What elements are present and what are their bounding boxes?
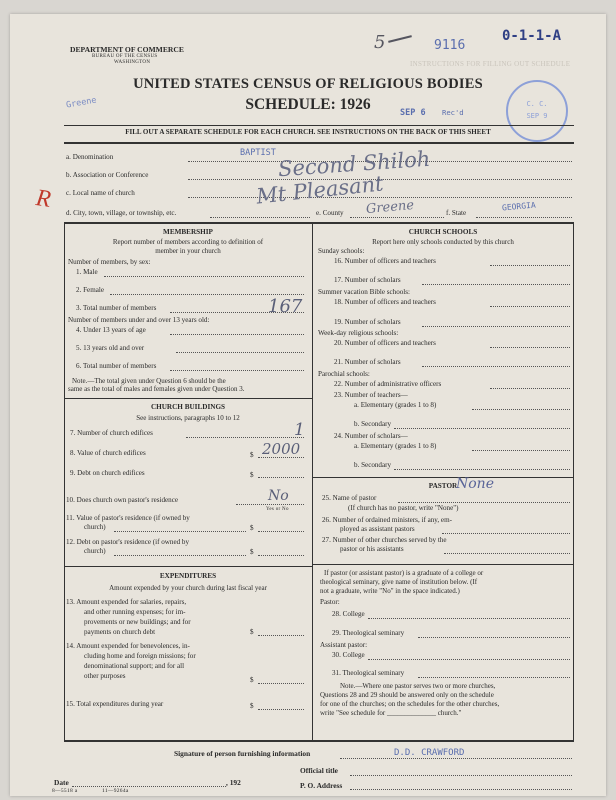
bleed-through-text: INSTRUCTIONS FOR FILLING OUT SCHEDULE	[410, 60, 571, 68]
q2-line	[110, 294, 304, 295]
q16-line	[490, 265, 570, 266]
q7-value: 1	[294, 420, 305, 440]
q27-label-2: pastor or his assistants	[340, 545, 404, 553]
handwritten-dash	[388, 35, 412, 43]
sunday-schools-label: Sunday schools:	[318, 247, 365, 255]
signature-value: D.D. CRAWFORD	[394, 748, 465, 758]
pastor-note-1: Note.—Where one pastor serves two or more churches,	[340, 682, 496, 690]
q6-line	[170, 370, 304, 371]
q26-line	[442, 533, 570, 534]
q11-dots	[114, 531, 246, 532]
q12-label-1: 12. Debt on pastor's residence (if owned by	[66, 538, 190, 546]
received-label-stamp: Rec'd	[442, 108, 464, 117]
pastor-note-2: Questions 28 and 29 should be answered only on the schedule	[320, 691, 494, 699]
association-value: Second Shiloh	[277, 146, 432, 182]
q19-label: 19. Number of scholars	[334, 318, 401, 326]
expenditures-title: EXPENDITURES	[159, 572, 217, 580]
q3-total-value: 167	[268, 296, 303, 317]
q7-line	[186, 437, 304, 438]
red-check-mark: R	[34, 185, 53, 213]
q14-dollar: $	[250, 676, 254, 684]
instruction-line: FILL OUT A SEPARATE SCHEDULE FOR EACH CHURCH. SEE INSTRUCTIONS ON THE BACK OF THIS SHEET	[125, 128, 491, 136]
pastor-title: PASTOR	[428, 482, 458, 490]
date-label: Date	[54, 778, 69, 787]
state-label: f. State	[446, 209, 467, 217]
weekday-schools-label: Week-day religious schools:	[318, 329, 399, 337]
official-title-label: Official title	[300, 766, 338, 775]
signature-label: Signature of person furnishing information	[174, 749, 311, 758]
pastor-sub-label: Pastor:	[320, 598, 340, 606]
instruction-rule	[64, 142, 574, 144]
census-schedule-sheet	[10, 14, 606, 796]
q29-label: 29. Theological seminary	[332, 629, 405, 637]
po-address-label: P. O. Address	[300, 781, 343, 790]
q8-label: 8. Value of church edifices	[70, 449, 146, 457]
q24b-label: b. Secondary	[354, 461, 392, 469]
main-frame-top	[64, 222, 574, 224]
main-frame-right	[573, 222, 574, 740]
q24b-line	[394, 469, 570, 470]
q14-label-2: cluding home and foreign missions; for	[84, 652, 196, 660]
column-divider	[312, 222, 313, 740]
city-label: WASHINGTON	[114, 60, 151, 65]
po-address-line	[350, 789, 572, 790]
form-code-1: 8—5518 a	[52, 788, 78, 794]
q5-line	[176, 352, 304, 353]
circle-stamp-bottom: SEP 9	[526, 112, 548, 120]
date-line	[72, 786, 226, 787]
q15-line	[258, 709, 304, 710]
pastor-none-value: None	[456, 476, 494, 492]
graduate-note-3: not a graduate, write "No" in the space indicated.)	[320, 587, 460, 595]
q4-line	[170, 334, 304, 335]
q23-label: 23. Number of teachers—	[334, 391, 408, 399]
buildings-title: CHURCH BUILDINGS	[150, 403, 226, 411]
q8-value: 2000	[262, 440, 301, 458]
serial-stamp: 9116	[434, 38, 466, 53]
q12-line	[258, 555, 304, 556]
q13-dollar: $	[250, 628, 254, 636]
membership-divider	[64, 398, 312, 399]
q20-line	[490, 347, 570, 348]
membership-note-1: Note.—The total given under Question 6 should be the	[72, 377, 226, 385]
q5-over13-label: 5. 13 years old and over	[76, 344, 145, 352]
q30-label: 30. College	[332, 651, 365, 659]
q31-line	[418, 677, 570, 678]
form-code-2: 11—9264a	[102, 788, 129, 794]
top-rule	[64, 125, 574, 126]
q22-line	[490, 388, 570, 389]
main-frame-bottom	[64, 740, 574, 742]
schools-title: CHURCH SCHOOLS	[408, 228, 478, 236]
county-stamp: Greene	[65, 95, 98, 111]
graduate-note-2: theological seminary, give name of institution below. (If	[320, 578, 478, 586]
q4-under13-label: 4. Under 13 years of age	[76, 326, 146, 334]
membership-title: MEMBERSHIP	[163, 228, 213, 236]
q25-line	[398, 502, 570, 503]
pastor-note-3: for one of the churches; on the schedules for the other churches,	[320, 700, 500, 708]
dept-label: DEPARTMENT OF COMMERCE	[70, 45, 184, 54]
q21-label: 21. Number of scholars	[334, 358, 401, 366]
id-code-stamp: 0-1-1-A	[502, 28, 562, 44]
q26-label-2: ployed as assistant pastors	[340, 525, 415, 533]
vacation-schools-label: Summer vacation Bible schools:	[318, 288, 411, 296]
q24a-label: a. Elementary (grades 1 to 8)	[354, 442, 437, 450]
denomination-label: a. Denomination	[66, 153, 114, 161]
signature-line	[340, 758, 572, 759]
q23b-label: b. Secondary	[354, 420, 392, 428]
q23a-label: a. Elementary (grades 1 to 8)	[354, 401, 437, 409]
q13-label-3: provements or new buildings; and for	[84, 618, 191, 626]
buildings-divider	[64, 566, 312, 567]
q10-label: 10. Does church own pastor's residence	[66, 496, 178, 504]
q13-label-4: payments on church debt	[84, 628, 156, 636]
q20-label: 20. Number of officers and teachers	[334, 339, 436, 347]
q11-label-1: 11. Value of pastor's residence (if owned by	[66, 514, 190, 522]
q15-dollar: $	[250, 702, 254, 710]
form-title: UNITED STATES CENSUS OF RELIGIOUS BODIES	[133, 76, 483, 92]
q28-line	[368, 618, 570, 619]
local-name-field-line	[188, 197, 572, 198]
pastor-divider	[313, 564, 573, 565]
main-frame-left	[64, 222, 65, 740]
q12-dots	[114, 555, 246, 556]
q13-label-2: and other running expenses; for im-	[84, 608, 186, 616]
city-field-line	[210, 217, 310, 218]
q9-label: 9. Debt on church edifices	[70, 469, 145, 477]
q16-label: 16. Number of officers and teachers	[334, 257, 436, 265]
county-label: e. County	[316, 209, 344, 217]
schedule-title: SCHEDULE: 1926	[245, 96, 371, 113]
state-field-line	[476, 217, 572, 218]
q12-dollar: $	[250, 548, 254, 556]
q11-dollar: $	[250, 524, 254, 532]
q15-label: 15. Total expenditures during year	[66, 700, 164, 708]
q11-line	[258, 531, 304, 532]
q12-label-2: church)	[84, 547, 106, 555]
q10-line	[236, 504, 304, 505]
q23a-line	[472, 409, 570, 410]
assistant-sub-label: Assistant pastor:	[320, 641, 368, 649]
q25-label: 25. Name of pastor	[322, 494, 377, 502]
q10-value: No	[268, 488, 289, 504]
association-label: b. Association or Conference	[66, 171, 149, 179]
q28-label: 28. College	[332, 610, 365, 618]
q25-note: (If church has no pastor, write "None")	[348, 504, 459, 512]
buildings-sub: See instructions, paragraphs 10 to 12	[136, 414, 240, 422]
q1-line	[104, 276, 304, 277]
expenditures-intro: Amount expended by your church during last fiscal year	[109, 584, 267, 592]
q9-line	[258, 477, 304, 478]
q14-label-3: denominational support; and for all	[84, 662, 185, 670]
denomination-value: BAPTIST	[240, 148, 276, 158]
q13-label-1: 13. Amount expended for salaries, repairs,	[66, 598, 187, 606]
members-by-sex-label: Number of members, by sex:	[68, 258, 151, 266]
bureau-label: BUREAU OF THE CENSUS	[92, 54, 158, 59]
schools-intro: Report here only schools conducted by this church	[372, 238, 514, 246]
received-date-stamp: SEP 6	[400, 108, 426, 118]
q19-line	[422, 326, 570, 327]
age-intro-label: Number of members under and over 13 years old:	[68, 316, 210, 324]
county-field-line	[350, 217, 444, 218]
local-name-label: c. Local name of church	[66, 189, 135, 197]
q3-total-label: 3. Total number of members	[76, 304, 157, 312]
q2-female-label: 2. Female	[76, 286, 104, 294]
q1-male-label: 1. Male	[76, 268, 98, 276]
q9-dollar: $	[250, 471, 254, 479]
circle-stamp-top: C. C.	[526, 100, 548, 108]
graduate-note-1: If pastor (or assistant pastor) is a graduate of a college or	[324, 569, 484, 577]
q30-line	[368, 659, 570, 660]
membership-note-2: same as the total of males and females given under Question 3.	[68, 385, 245, 393]
q8-dollar: $	[250, 451, 254, 459]
city-label-field: d. City, town, village, or township, etc.	[66, 209, 177, 217]
q24a-line	[472, 450, 570, 451]
q29-line	[418, 637, 570, 638]
county-value: Greene	[365, 197, 415, 218]
q22-label: 22. Number of administrative officers	[334, 380, 442, 388]
q26-label-1: 26. Number of ordained ministers, if any, em-	[322, 516, 452, 524]
q14-label-4: other purposes	[84, 672, 126, 680]
state-value: GEORGIA	[501, 200, 537, 213]
q27-line	[444, 553, 570, 554]
q18-line	[490, 306, 570, 307]
membership-intro-1: Report number of members according to definition of	[112, 238, 264, 246]
q14-line	[258, 683, 304, 684]
q27-label-1: 27. Number of other churches served by the	[322, 536, 447, 544]
membership-intro-2: member in your church	[155, 247, 221, 255]
q24-label: 24. Number of scholars—	[334, 432, 408, 440]
local-name-value: Mt Pleasant	[255, 171, 385, 209]
handwritten-number: 5	[374, 32, 386, 53]
q17-line	[422, 284, 570, 285]
yes-no-caption: Yes or No	[266, 507, 289, 512]
pastor-note-4: write "See schedule for ______________ church."	[320, 709, 462, 717]
q23b-line	[394, 428, 570, 429]
q21-line	[422, 366, 570, 367]
parochial-schools-label: Parochial schools:	[318, 370, 370, 378]
q14-label-1: 14. Amount expended for benevolences, in-	[66, 642, 190, 650]
schools-divider	[313, 477, 573, 478]
q7-label: 7. Number of church edifices	[70, 429, 153, 437]
q11-label-2: church)	[84, 523, 106, 531]
date-year: , 192	[226, 778, 241, 787]
q13-line	[258, 635, 304, 636]
q31-label: 31. Theological seminary	[332, 669, 405, 677]
official-title-line	[350, 775, 572, 776]
q18-label: 18. Number of officers and teachers	[334, 298, 436, 306]
q17-label: 17. Number of scholars	[334, 276, 401, 284]
q6-total-label: 6. Total number of members	[76, 362, 157, 370]
